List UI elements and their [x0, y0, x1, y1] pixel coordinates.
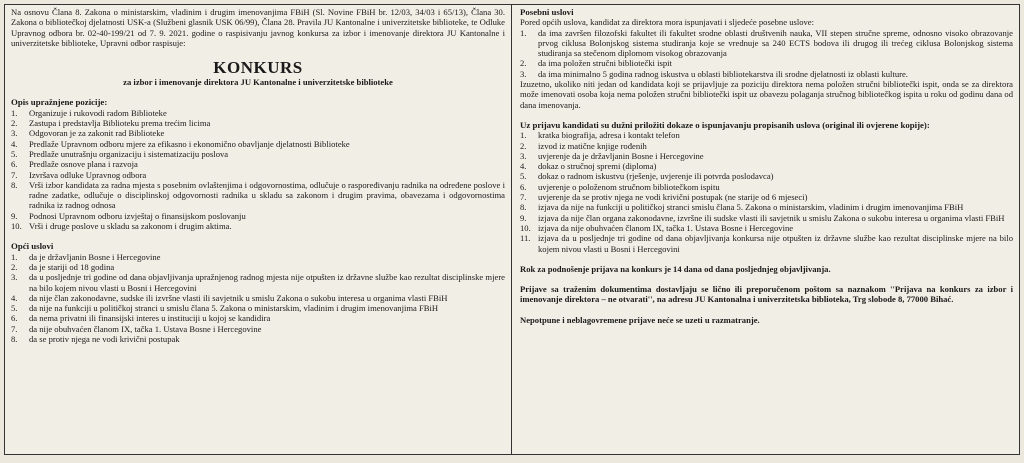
- list-item: 2. Zastupa i predstavlja Biblioteku prema trećim licima: [11, 118, 211, 129]
- duties-heading: Opis upražnjene pozicije:: [11, 97, 108, 108]
- list-item: 6. uvjerenje o položenom stručnom bibliotečkom ispitu: [520, 181, 720, 192]
- special-conditions-intro: Pored općih uslova, kandidat za direktora mora ispunjavati i sljedeće posebne uslove:: [520, 17, 815, 28]
- list-item: 10. izjava da nije obuhvaćen članom IX, tačka 1. Ustava Bosne i Hercegovine: [520, 222, 794, 233]
- list-item: 1. da je državljanin Bosne i Hercegovine: [11, 251, 161, 262]
- list-item: 3. Odgovoran je za zakonit rad Biblioteke: [11, 128, 165, 139]
- list-item: 7. da nije obuhvaćen članom IX, tačka 1. Ustava Bosne i Hercegovine: [11, 323, 262, 334]
- notice-subtitle: za izbor i imenovanje direktora JU Kantonalne i univerzitetske biblioteke: [123, 77, 393, 88]
- list-item: 8. da se protiv njega ne vodi krivični postupak: [11, 334, 180, 345]
- duties-list: [11, 108, 505, 232]
- list-item: 7. uvjerenje da se protiv njega ne vodi krivični postupak (ne starije od 6 mjeseci): [520, 192, 808, 203]
- list-item: 2. da ima položen stručni bibliotečki ispit: [520, 58, 672, 69]
- list-item: 5. Predlaže unutrašnju organizaciju i sistematizaciju poslova: [11, 148, 229, 159]
- list-item: 5. da nije na funkciji u političkoj stranci u smislu člana 5. Zakona o ministarskim, vladinim i drugim imenovanjima FBiH: [11, 303, 439, 314]
- konkurs-notice: [4, 4, 1020, 455]
- list-item: 8. Vrši izbor kandidata za radna mjesta s posebnim ovlaštenjima i odgovornostima, odlučuje o raspoređivanju radnika na određene poslove i radne zadatke, odlučuje o disciplinskoj odgovornosti radnika u skladu sa zakonom i drugim pravima, obavezama i odgovornostima radnika iz radnog odnosa: [11, 179, 505, 211]
- list-item: 2. da je stariji od 18 godina: [11, 261, 115, 272]
- list-item: 6. da nema privatni ili finansijski interes u instituciji u kojoj se kandidira: [11, 313, 271, 324]
- list-item: 9. Podnosi Upravnom odboru izvještaj o finansijskom poslovanju: [11, 210, 246, 221]
- list-item: 11. izjava da u posljednje tri godine od dana objavljivanja konkursa nije otpušten iz državne službe kao rezultat disciplinske mjere na bilo kojem nivou vlasti u Bosni i Hercegovini: [520, 233, 1013, 254]
- list-item: 1. Organizuje i rukovodi radom Biblioteke: [11, 107, 167, 118]
- list-item: 4. Predlaže Upravnom odboru mjere za efikasno i ekonomično obavljanje djelatnosti Biblioteke: [11, 138, 350, 149]
- notice-title: KONKURS: [213, 58, 303, 78]
- list-item: 3. da ima minimalno 5 godina radnog iskustva u oblasti bibliotekarstva ili srodne djelatnosti iz oblasti kulture.: [520, 68, 908, 79]
- special-conditions-list: [520, 28, 1013, 79]
- list-item: 10. Vrši i druge poslove u skladu sa zakonom i drugim aktima.: [11, 221, 232, 232]
- list-item: 8. izjava da nije na funkciji u političkoj stranci smislu člana 5. Zakona o ministarskim, vladinim i drugim imenovanjima FBiH: [520, 202, 964, 213]
- documents-list: [520, 130, 1013, 254]
- list-item: 3. uvjerenje da je državljanin Bosne i Hercegovine: [520, 150, 704, 161]
- list-item: 4. dokaz o stručnoj spremi (diploma): [520, 161, 657, 172]
- general-conditions-list: [11, 252, 505, 345]
- list-item: 9. izjava da nije član organa zakonodavne, izvršne ili sudske vlasti ili savjetnik u smislu Zakona o sukobu interesa u organima vlasti FBiH: [520, 212, 1005, 223]
- documents-heading: Uz prijavu kandidati su dužni priložiti dokaze o ispunjavanju propisanih uslova (original ili ovjerene kopije):: [520, 119, 930, 130]
- left-column: [5, 5, 512, 454]
- deadline-text: Rok za podnošenje prijava na konkurs je 14 dana od dana posljednjeg objavljivanja.: [520, 263, 831, 274]
- special-conditions-heading: Posebni uslovi: [520, 7, 574, 17]
- list-item: 2. izvod iz matične knjige rođenih: [520, 140, 647, 151]
- special-conditions-note: Izuzetno, ukoliko niti jedan od kandidata koji se prijavljuje za poziciju direktora nema položen stručni bibliotečki ispit, onda se za direktora može imenovati osoba koja nema položen stručni bibliotečki ispit uz obavezu polaganja stručnog bibliotečkog ispita u roku od godinu dana od dana imenovanja.: [520, 79, 1013, 110]
- closing-text: Nepotpune i neblagovremene prijave neće se uzeti u razmatranje.: [520, 314, 760, 325]
- submission-text: Prijave sa traženim dokumentima dostavljaju se lično ili preporučenom poštom sa naznakom ''Prijava na konkurs za izbor i imenovanje direktora – ne otvarati'', na adresu JU Kantonalna i univerzitetska biblioteka, Trg slobode 8, 77000 Bihać.: [520, 284, 1013, 305]
- list-item: 5. dokaz o radnom iskustvu (rješenje, uvjerenje ili potvrda poslodavca): [520, 171, 774, 182]
- list-item: 1. kratka biografija, adresa i kontakt telefon: [520, 130, 680, 141]
- list-item: 3. da u posljednje tri godine od dana objavljivanja upražnjenog radnog mjesta nije otpušten iz državne službe kao rezultat disciplinske mjere na bilo kojem nivou vlasti u Bosni i Hercegovini: [11, 272, 505, 293]
- intro-paragraph: Na osnovu Člana 8. Zakona o ministarskim, vladinim i drugim imenovanjima FBiH (Sl. Novine FBiH br. 12/03, 34/03 i 65/13), Člana 30. Zakona o bibliotečkoj djelatnosti USK-a (Službeni glasnik USK 06/99), Člana 28. Pravila JU Kantonalne i univerzitetske biblioteke, te Odluke Upravnog odbora br. 02-40-199/21 od 7. 9. 2021. godine o raspisivanju javnog konkursa za izbor i imenovanje direktora JU Kantonalne i univerzitetske biblioteke, Upravni odbor raspisuje:: [11, 7, 505, 48]
- list-item: 4. da nije član zakonodavne, sudske ili izvršne vlasti ili savjetnik u smislu Zakona o sukobu interesa u organima vlasti FBiH: [11, 292, 448, 303]
- right-column: [512, 5, 1019, 454]
- list-item: 1. da ima završen filozofski fakultet ili fakultet srodne oblasti društvenih nauka, VII stepen stručne spreme, odnosno visoko obrazovanje prvog ciklusa Bolonjskog sistema studiranja koje se vrednuje sa 240 ECTS bodova ili drugog ili trećeg ciklusa Bolonjskog sistema studiranja sa stečenom diplomom visokog obrazovanja: [520, 27, 1013, 59]
- list-item: 6. Predlaže osnove plana i razvoja: [11, 159, 138, 170]
- general-conditions-heading: Opći uslovi: [11, 241, 54, 252]
- list-item: 7. Izvršava odluke Upravnog odbora: [11, 169, 147, 180]
